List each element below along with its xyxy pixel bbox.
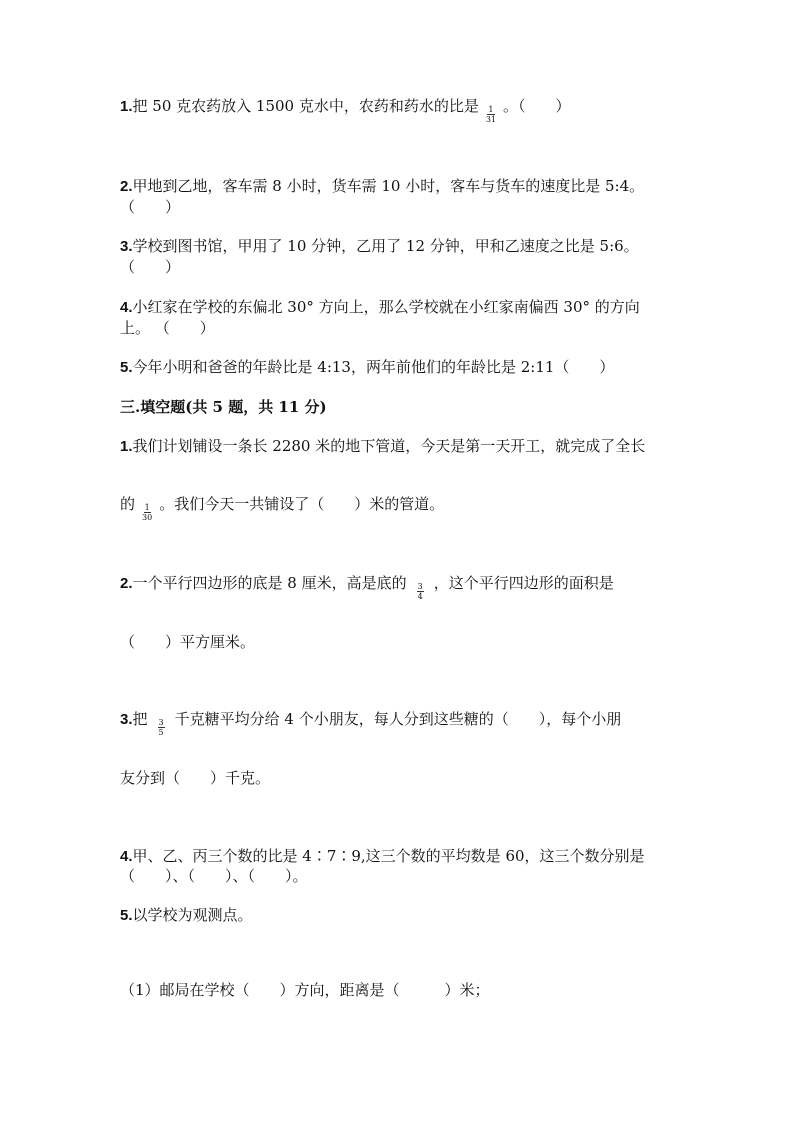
judge-q2-answer[interactable]: （ ） <box>120 198 181 216</box>
fill-q4 <box>120 846 645 867</box>
question-text: 我们计划铺设一条长 2280 米的地下管道，今天是第一天开工，就完成了全长 <box>132 437 646 455</box>
fill-q3-line2[interactable]: 友分到（ ）千克。 <box>120 769 271 787</box>
judge-q3-answer[interactable]: （ ） <box>120 258 181 276</box>
answer-blank[interactable]: 。（ ） <box>503 97 571 115</box>
question-text: 甲地到乙地，客车需 8 小时，货车需 10 小时，客车与货车的速度比是 5:4。 <box>132 177 645 195</box>
question-number: 3. <box>120 711 133 728</box>
question-number: 5. <box>120 359 133 376</box>
question-text: ，这个平行四边形的面积是 <box>433 574 614 592</box>
question-number: 4. <box>120 848 133 865</box>
question-text: 一个平行四边形的底是 8 厘米，高是底的 <box>132 574 407 592</box>
question-text: 甲、乙、丙三个数的比是 4∶7∶9,这三个数的平均数是 60，这三个数分别是 <box>132 847 645 865</box>
fill-q5-sub1[interactable]: （1）邮局在学校（ ）方向，距离是（ ）米； <box>120 981 490 999</box>
question-text: 千克糖平均分给 4 个小朋友，每人分到这些糖的（ ），每个小朋 <box>174 710 622 728</box>
section-title: 三.填空题(共 5 题，共 11 分) <box>120 398 327 416</box>
fraction-denominator: 4 <box>417 591 423 601</box>
question-number: 1. <box>120 98 133 115</box>
fraction-denominator: 5 <box>158 727 164 737</box>
question-number: 3. <box>120 238 133 255</box>
question-text: 小红家在学校的东偏北 30° 方向上，那么学校就在小红家南偏西 30° 的方向 <box>132 298 640 316</box>
question-text: 把 50 克农药放入 1500 克水中，农药和药水的比是 <box>132 97 479 115</box>
question-text: 以学校为观测点。 <box>132 906 253 924</box>
fill-q4-line2[interactable]: （ ）、（ ）、（ ）。 <box>120 867 308 885</box>
question-text: 今年小明和爸爸的年龄比是 4:13，两年前他们的年龄比是 2:11（ ） <box>132 358 615 376</box>
question-number: 1. <box>120 438 133 455</box>
fill-q1 <box>120 436 645 457</box>
fraction <box>417 582 424 601</box>
fill-q2-line2[interactable]: （ ）平方厘米。 <box>120 633 256 651</box>
question-text: 把 <box>132 710 148 728</box>
question-number: 5. <box>120 907 133 924</box>
fraction <box>141 503 153 522</box>
judge-q5 <box>120 357 614 378</box>
fraction-numerator: 3 <box>158 717 164 727</box>
fill-q3 <box>120 709 622 737</box>
fraction-denominator: 31 <box>485 114 497 124</box>
fraction-numerator: 1 <box>488 104 494 114</box>
question-number: 2. <box>120 575 133 592</box>
judge-q1 <box>120 96 571 124</box>
fraction-numerator: 3 <box>417 581 423 591</box>
judge-q3 <box>120 236 639 257</box>
fraction <box>485 105 497 124</box>
fill-q2 <box>120 573 614 601</box>
question-text: 的 <box>120 495 136 513</box>
judge-q2 <box>120 176 644 197</box>
question-number: 4. <box>120 299 133 316</box>
question-number: 2. <box>120 178 133 195</box>
fraction <box>158 718 165 737</box>
judge-q4 <box>120 297 640 318</box>
fraction-numerator: 1 <box>144 502 150 512</box>
fill-q5 <box>120 905 253 926</box>
question-text: 学校到图书馆，甲用了 10 分钟，乙用了 12 分钟，甲和乙速度之比是 5:6。 <box>132 237 639 255</box>
question-text: 。我们今天一共铺设了（ ）米的管道。 <box>159 495 445 513</box>
fill-q1-line2 <box>120 494 445 522</box>
judge-q4-answer[interactable]: 上。 （ ） <box>120 319 215 337</box>
fraction-denominator: 30 <box>142 512 153 522</box>
